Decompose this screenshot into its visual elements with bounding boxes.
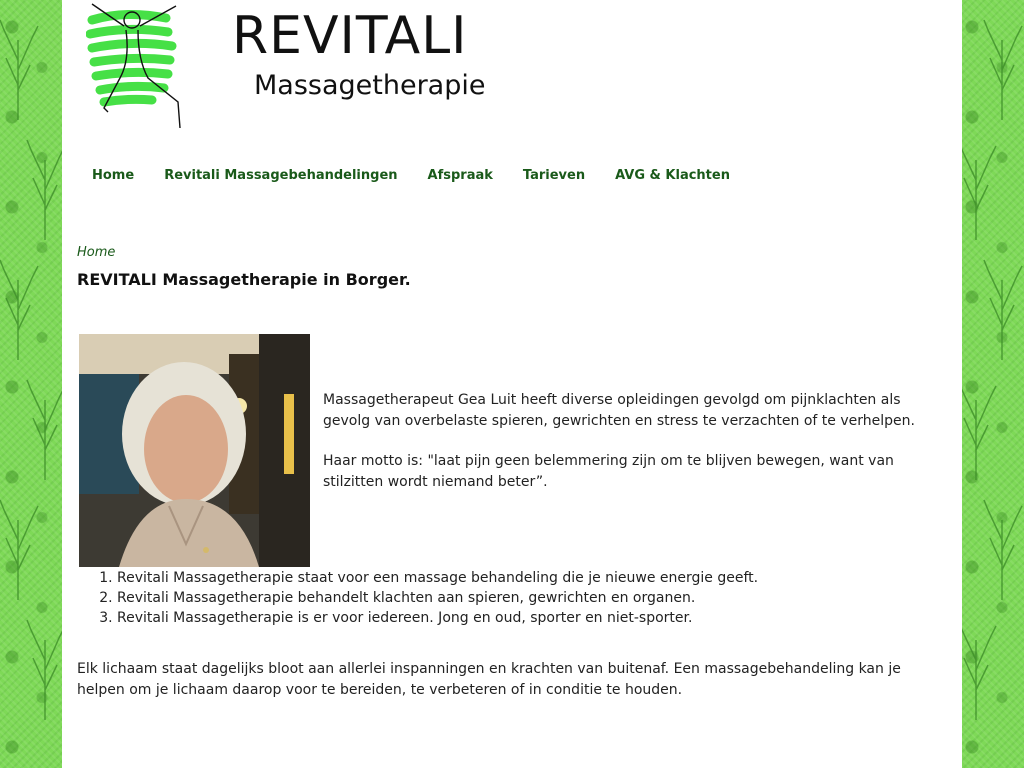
motto-paragraph: Haar motto is: "laat pijn geen belemmering zijn om te blijven bewegen, want van stilzitten wordt niemand beter”. bbox=[323, 453, 894, 490]
background-tree-pattern-right bbox=[962, 0, 1024, 768]
logo-title: REVITALI bbox=[232, 6, 468, 66]
list-item: 1. Revitali Massagetherapie staat voor een massage behandeling die je nieuwe energie geeft. bbox=[117, 568, 758, 588]
page-title: REVITALI Massagetherapie in Borger. bbox=[77, 270, 411, 289]
nav-massagebehandelingen[interactable]: Revitali Massagebehandelingen bbox=[164, 168, 398, 183]
page-content bbox=[62, 0, 962, 768]
main-navigation bbox=[92, 168, 760, 183]
jumping-person-icon[interactable] bbox=[86, 0, 186, 132]
tree-icon bbox=[962, 0, 1024, 768]
intro-paragraph: Massagetherapeut Gea Luit heeft diverse opleidingen gevolgd om pijnklachten als gevolg van overbelaste spieren, gewrichten en stress te verzachten of te verhelpen. bbox=[323, 392, 915, 429]
list-item: 2. Revitali Massagetherapie behandelt klachten aan spieren, gewrichten en organen. bbox=[117, 588, 758, 608]
site-header bbox=[62, 0, 962, 140]
tree-icon bbox=[0, 0, 62, 768]
background-tree-pattern-left bbox=[0, 0, 62, 768]
closing-paragraph: Elk lichaam staat dagelijks bloot aan allerlei inspanningen en krachten van buitenaf. Een massagebehandeling kan je helpen om je lichaam daarop voor te bereiden, te verbeteren of in conditie te houden. bbox=[77, 661, 901, 698]
list-item: 3. Revitali Massagetherapie is er voor iedereen. Jong en oud, sporter en niet-sporter. bbox=[117, 608, 758, 628]
breadcrumb[interactable]: Home bbox=[77, 245, 116, 260]
nav-afspraak[interactable]: Afspraak bbox=[427, 168, 493, 183]
therapist-photo bbox=[79, 334, 310, 567]
feature-list bbox=[77, 568, 758, 628]
nav-home[interactable]: Home bbox=[92, 168, 135, 183]
nav-tarieven[interactable]: Tarieven bbox=[522, 168, 586, 183]
nav-avg-klachten[interactable]: AVG & Klachten bbox=[615, 168, 730, 183]
logo-subtitle: Massagetherapie bbox=[254, 70, 486, 101]
intro-text bbox=[323, 390, 943, 512]
